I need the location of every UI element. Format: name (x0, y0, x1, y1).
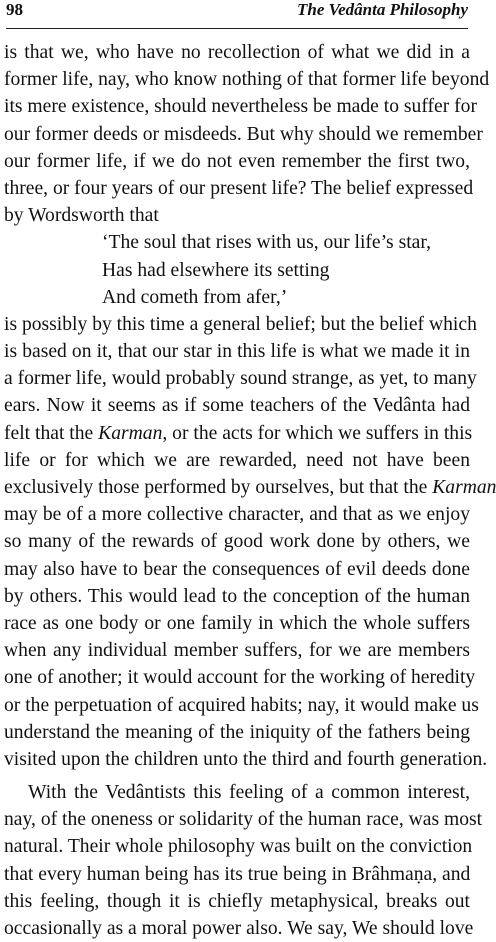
text-line: visited upon the children unto the third and fourth generation. (4, 748, 488, 770)
text-line: when any individual member suffers, for we are members (4, 640, 470, 662)
text-line: our former life, if we do not even remember the first two, (4, 150, 470, 172)
text-line (4, 474, 496, 501)
text-line: this feeling, though it is chiefly metaphysical, breaks out (4, 890, 470, 912)
text-line: by others. This would lead to the conception of the human (4, 585, 470, 607)
quote-line: ‘The soul that rises with us, our life’s star, (102, 232, 431, 254)
running-header (6, 0, 468, 29)
text-line (4, 420, 473, 447)
text-line: is possibly by this time a general belief; but the belief which (4, 313, 477, 335)
text-line: With the Vedântists this feeling of a common interest, (28, 782, 470, 804)
text-line: or the perpetuation of acquired habits; nay, it would make us (4, 694, 479, 716)
text-line: occasionally as a moral power also. We say, We should love (4, 918, 474, 939)
running-title: The Vedânta Philosophy (297, 0, 468, 19)
quote-line: And cometh from afer,’ (102, 286, 288, 308)
text-line: its mere existence, should nevertheless be made to suffer for (4, 96, 477, 118)
text-line: ears. Now it seems as if some teachers of the Vedânta had (4, 395, 470, 417)
paragraph-3 (4, 779, 483, 942)
text-line: nay, of the oneness or solidarity of the human race, was most (4, 809, 483, 831)
italic-term: Karman (432, 477, 496, 498)
text-line: that every human being has its true being in Brâhmaṇa, and (4, 863, 471, 885)
text-line: race as one body or one family in which the whole suffers (4, 612, 470, 634)
text-line: life or for which we are rewarded, need not have been (4, 449, 470, 471)
text-segment: , or the acts for which we suffers in this (162, 422, 473, 444)
quote-line: Has had elsewhere its setting (102, 259, 330, 281)
paragraph-2 (4, 311, 496, 773)
text-line: one of another; it would account for the working of heredity (4, 667, 476, 689)
text-line: understand the meaning of the iniquity of the fathers being (4, 721, 470, 743)
italic-term: Karman (98, 422, 163, 444)
text-segment: exclusively those performed by ourselves, but that the (4, 477, 433, 498)
text-line: natural. Their whole philosophy was built on the conviction (4, 836, 473, 858)
text-line: a former life, would probably sound strange, as yet, to many (4, 368, 477, 390)
paragraph-1 (4, 39, 490, 229)
text-line: our former deeds or misdeeds. But why should we remember (4, 123, 483, 145)
text-line: so many of the rewards of good work done by others, we (4, 531, 470, 553)
page-number: 98 (6, 0, 23, 19)
text-line: may also have to bear the consequences of evil deeds done (4, 558, 470, 580)
text-line: may be of a more collective character, and that as we enjoy (4, 504, 470, 526)
text-segment: felt that the (4, 422, 99, 444)
page-body (4, 39, 496, 942)
text-line: former life, nay, who know nothing of that former life beyond (4, 69, 490, 91)
block-quote (4, 229, 470, 311)
text-line: three, or four years of our present life? The belief expressed (4, 177, 474, 199)
text-line: by Wordsworth that (4, 205, 159, 227)
text-line: is based on it, that our star in this life is what we made it in (4, 341, 470, 363)
text-line: is that we, who have no recollection of what we did in a (4, 42, 470, 63)
